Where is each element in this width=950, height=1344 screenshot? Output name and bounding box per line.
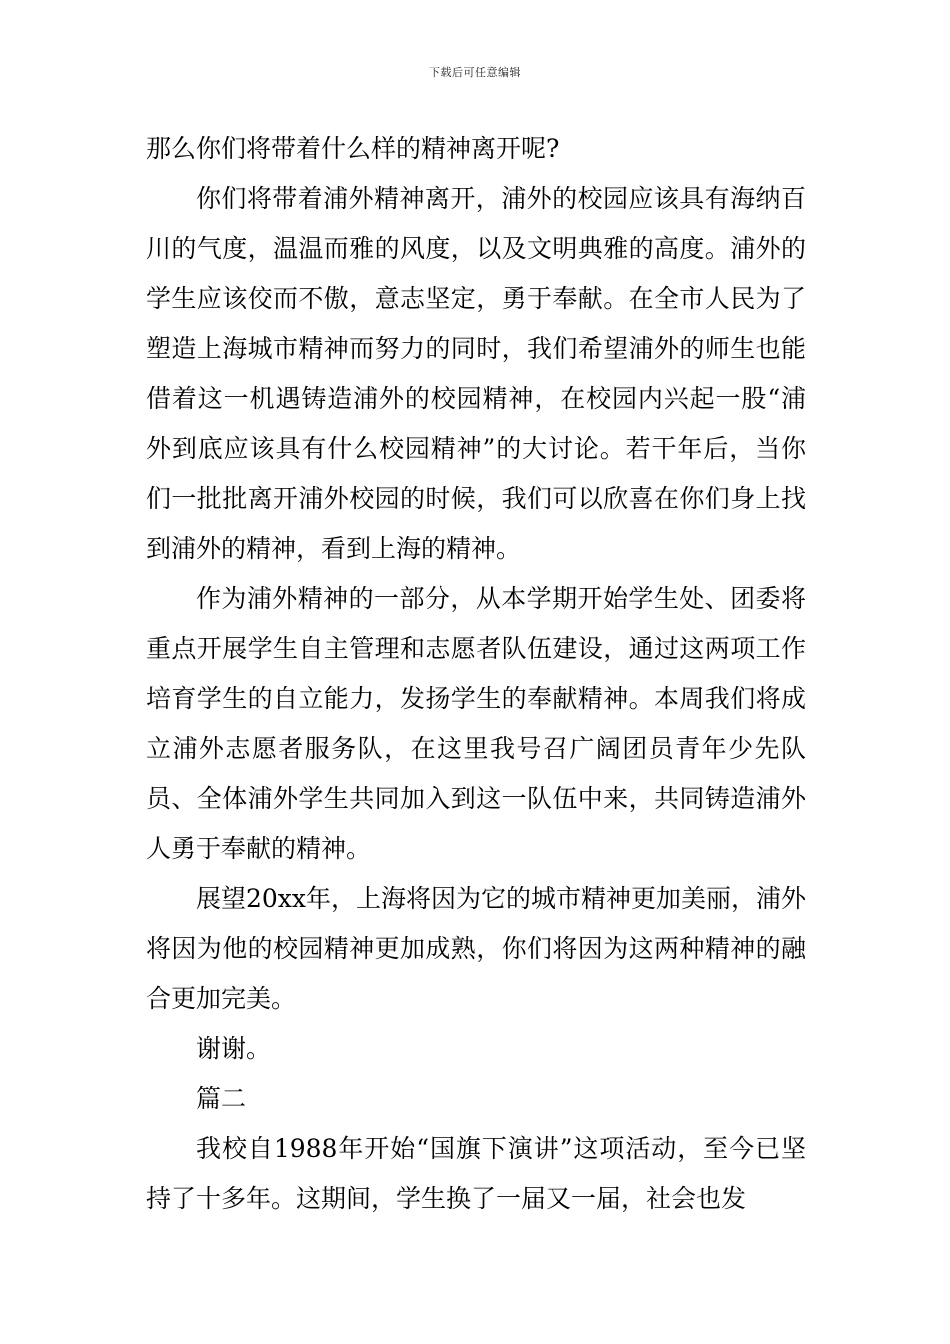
paragraph-7: 我校自1988年开始“国旗下演讲”这项活动，至今已坚持了十多年。这期间，学生换了一届又一届，社会也发 bbox=[146, 1134, 806, 1213]
paragraph-3: 作为浦外精神的一部分，从本学期开始学生处、团委将重点开展学生自主管理和志愿者队伍建设，通过这两项工作培育学生的自立能力，发扬学生的奉献精神。本周我们将成立浦外志愿者服务队，在这里我号召广阔团员青年少先队员、全体浦外学生共同加入到这一队伍中来，共同铸造浦外人勇于奉献的精神。 bbox=[146, 584, 806, 863]
section-heading: 篇二 bbox=[196, 1084, 247, 1113]
page-header-note: 下载后可任意编辑 bbox=[429, 66, 521, 79]
paragraph-2: 你们将带着浦外精神离开，浦外的校园应该具有海纳百川的气度，温温而雅的风度，以及文明典雅的高度。浦外的学生应该佼而不傲，意志坚定，勇于奉献。在全市人民为了塑造上海城市精神而努力的同时，我们希望浦外的师生也能借着这一机遇铸造浦外的校园精神，在校园内兴起一股“浦外到底应该具有什么校园精神”的大讨论。若干年后，当你们一批批离开浦外校园的时候，我们可以欣喜在你们身上找到浦外的精神，看到上海的精神。 bbox=[146, 184, 806, 563]
paragraph-4: 展望20xx年，上海将因为它的城市精神更加美丽，浦外将因为他的校园精神更加成熟，你们将因为这两种精神的融合更加完美。 bbox=[146, 884, 807, 1013]
paragraph-thanks: 谢谢。 bbox=[196, 1034, 272, 1063]
document-body bbox=[146, 124, 806, 1224]
paragraph-1: 那么你们将带着什么样的精神离开呢? bbox=[146, 134, 560, 163]
